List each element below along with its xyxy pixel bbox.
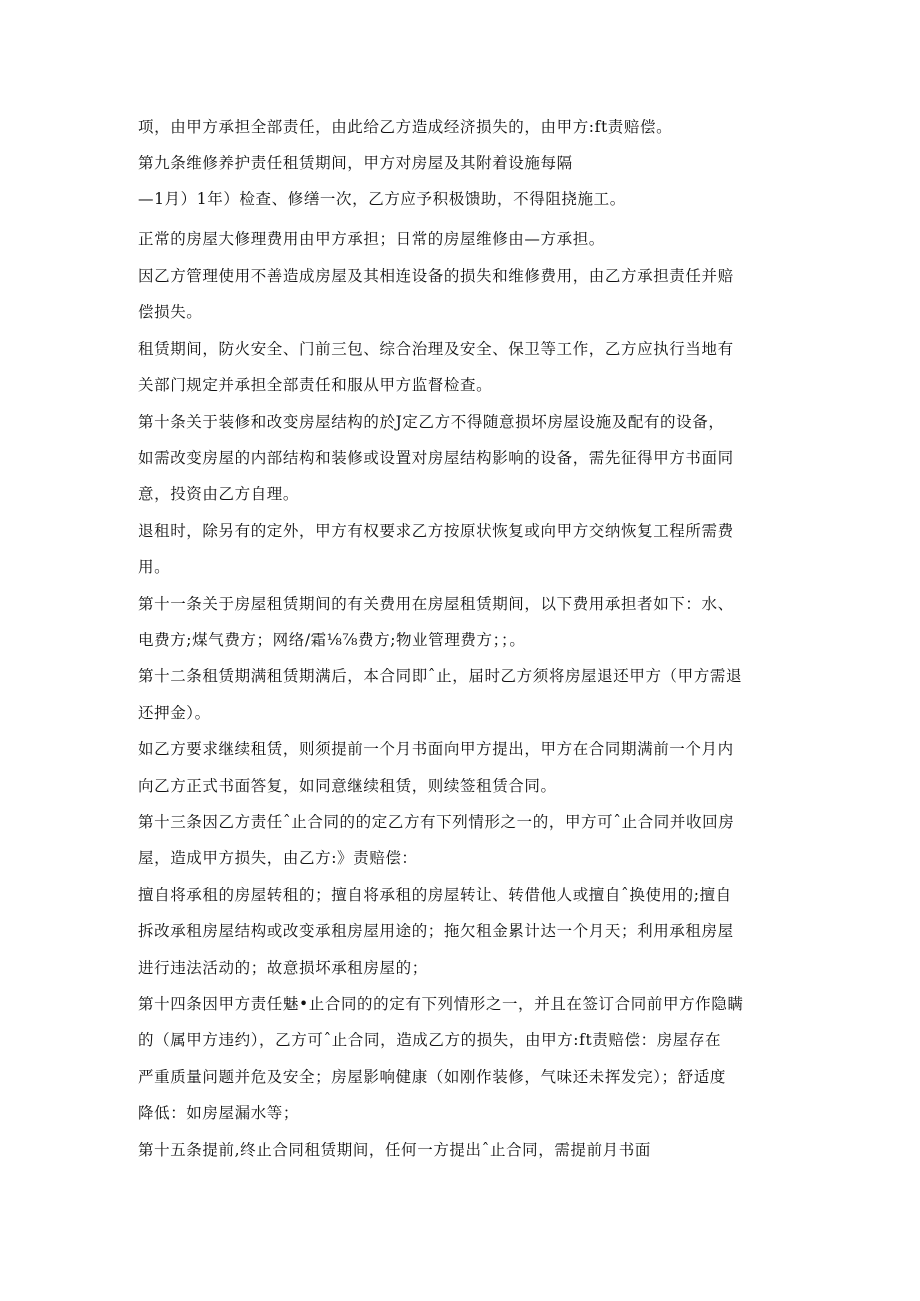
text-line: 第十四条因甲方责任魅•止合同的的定有下列情形之一，并且在签订合同前甲方作隐瞒: [138, 995, 744, 1013]
text-line: 第十一条关于房屋租赁期间的有关费用在房屋租赁期间，以下费用承担者如下：水、: [138, 595, 734, 613]
text-line: 租赁期间，防火安全、门前三包、综合治理及安全、保卫等工作，乙方应执行当地有: [138, 340, 734, 358]
text-line: 如乙方要求继续租赁，则须提前一个月书面向甲方提出，甲方在合同期满前一个月内: [138, 740, 734, 758]
text-line: 意，投资由乙方自理。: [138, 485, 300, 503]
text-line: 电费方;煤气费方；网络/霜⅛⅞费方;物业管理费方；；。: [138, 631, 526, 649]
text-line: 严重质量问题并危及安全；房屋影响健康（如刚作装修，气味还未挥发完）；舒适度: [138, 1068, 726, 1086]
text-line: 如需改变房屋的内部结构和装修或设置对房屋结构影响的设备，需先征得甲方书面同: [138, 449, 734, 467]
text-line: 关部门规定并承担全部责任和服从甲方监督检查。: [138, 376, 493, 394]
text-line: 降低：如房屋漏水等；: [138, 1104, 300, 1122]
text-line: 第九条维修养护责任租赁期间，甲方对房屋及其附着设施每隔: [138, 154, 573, 172]
text-line: 擅自将承租的房屋转租的；擅自将承租的房屋转让、转借他人或擅自ˆ换使用的;擅自: [138, 886, 732, 904]
text-line: 还押金）。: [138, 704, 211, 722]
text-line: 用。: [138, 558, 171, 576]
text-line: 第十五条提前,终止合同租赁期间，任何一方提出ˆ止合同，需提前月书面: [138, 1141, 651, 1159]
text-line: 第十三条因乙方责任ˆ止合同的的定乙方有下列情形之一的，甲方可ˆ止合同并收回房: [138, 813, 735, 831]
text-line: 偿损失。: [138, 303, 203, 321]
text-line: 因乙方管理使用不善造成房屋及其相连设备的损失和维修费用，由乙方承担责任并赔: [138, 267, 734, 285]
text-line: 拆改承租房屋结构或改变承租房屋用途的；拖欠租金累计达一个月天；利用承租房屋: [138, 922, 734, 940]
text-line: 第十二条租赁期满租赁期满后，本合同即ˆ止，届时乙方须将房屋退还甲方（甲方需退: [138, 667, 743, 685]
text-line: 的（属甲方违约），乙方可ˆ止合同，造成乙方的损失，由甲方:ft责赔偿：房屋存在: [138, 1031, 722, 1049]
text-line: —1月）1年）检查、修缮一次，乙方应予积极馈助，不得阻挠施工。: [138, 190, 626, 208]
text-line: 向乙方正式书面答复，如同意继续租赁，则续签租赁合同。: [138, 777, 557, 795]
text-line: 屋，造成甲方损失，由乙方:》责赔偿：: [138, 849, 418, 867]
text-line: 项，由甲方承担全部责任，由此给乙方造成经济损失的，由甲方:ft责赔偿。: [138, 118, 673, 136]
text-line: 第十条关于装修和改变房屋结构的於J定乙方不得随意损坏房屋设施及配有的设备，: [138, 413, 725, 431]
text-line: 退租时，除另有的定外，甲方有权要求乙方按原状恢复或向甲方交纳恢复工程所需费: [138, 522, 734, 540]
text-line: 正常的房屋大修理费用由甲方承担；日常的房屋维修由—方承担。: [138, 230, 605, 248]
text-line: 进行违法活动的；故意损坏承租房屋的；: [138, 959, 428, 977]
